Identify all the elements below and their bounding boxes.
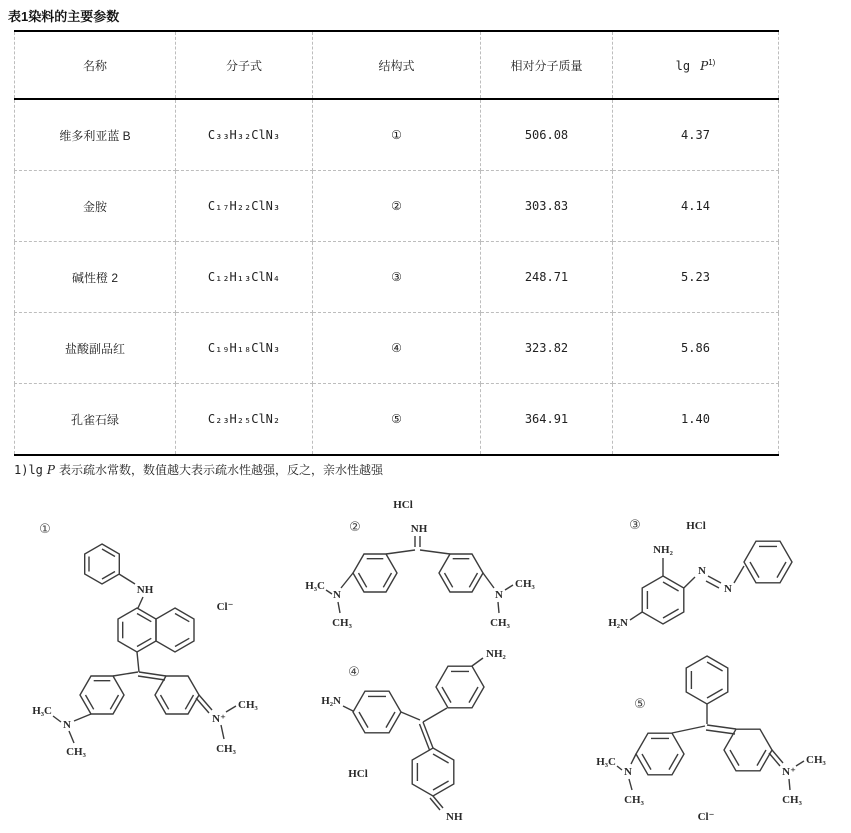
nh-label: NH bbox=[136, 584, 154, 596]
n-label: N bbox=[624, 766, 632, 778]
footnote-prefix: 1)lg bbox=[14, 463, 43, 477]
dye-mw: 364.91 bbox=[481, 384, 613, 456]
quinoid-ring bbox=[724, 729, 772, 771]
dye-mw: 323.82 bbox=[481, 313, 613, 384]
h3c-label: H₃C bbox=[596, 756, 616, 768]
azo-n-label: N bbox=[724, 583, 732, 595]
h3c-label: H₃C bbox=[32, 705, 52, 717]
nh2-label: NH₂ bbox=[486, 648, 506, 660]
h3c-label: H₃C bbox=[305, 580, 325, 592]
nh-label: NH bbox=[446, 811, 463, 823]
naphthalene-ring bbox=[156, 608, 194, 652]
hcl-label: HCl bbox=[348, 768, 368, 780]
dye-name: 维多利亚蓝 B bbox=[15, 99, 176, 171]
n-plus-label: N⁺ bbox=[782, 766, 796, 778]
benzene-ring bbox=[744, 541, 792, 583]
dye-structure-ref: ① bbox=[313, 99, 481, 171]
ch3-label: CH₃ bbox=[515, 578, 535, 590]
lg-symbol: P bbox=[700, 58, 709, 73]
benzene-ring bbox=[636, 733, 684, 775]
col-header-formula: 分子式 bbox=[176, 31, 313, 99]
table-row bbox=[15, 313, 779, 384]
dye-lgp: 5.23 bbox=[613, 242, 779, 313]
footnote-text: 表示疏水常数，数值越大表示疏水性越强，反之，亲水性越强 bbox=[58, 463, 383, 477]
col-header-structure: 结构式 bbox=[313, 31, 481, 99]
dye-structure-ref: ② bbox=[313, 171, 481, 242]
dye-name: 碱性橙 2 bbox=[15, 242, 176, 313]
structure-victoria-blue-b bbox=[25, 512, 275, 774]
benzene-ring bbox=[439, 554, 483, 592]
lg-superscript: 1) bbox=[708, 57, 716, 67]
table-row bbox=[15, 171, 779, 242]
quinoid-ring bbox=[412, 748, 454, 796]
dye-mw: 248.71 bbox=[481, 242, 613, 313]
structure-label: ④ bbox=[348, 665, 360, 680]
col-header-mw: 相对分子质量 bbox=[481, 31, 613, 99]
structure-label: ① bbox=[39, 522, 51, 537]
dye-formula: C₁₂H₁₃ClN₄ bbox=[176, 242, 313, 313]
n-label: N bbox=[63, 719, 71, 731]
ch3-label: CH₃ bbox=[216, 743, 236, 755]
chloride-label: Cl⁻ bbox=[216, 601, 234, 613]
dye-name: 孔雀石绿 bbox=[15, 384, 176, 456]
lg-prefix: lg bbox=[675, 58, 691, 73]
table-row bbox=[15, 384, 779, 456]
benzene-ring bbox=[642, 576, 684, 624]
ch3-label: CH₃ bbox=[66, 746, 86, 758]
naphthalene-ring bbox=[118, 608, 156, 652]
dye-mw: 506.08 bbox=[481, 99, 613, 171]
ch3-label: CH₃ bbox=[332, 617, 352, 629]
nh2-label: NH₂ bbox=[653, 544, 673, 556]
ch3-label: CH₃ bbox=[806, 754, 826, 766]
structure-malachite-green bbox=[580, 630, 851, 833]
structure-pararosaniline bbox=[300, 640, 560, 833]
n-label: N bbox=[333, 589, 341, 601]
dye-formula: C₃₃H₃₂ClN₃ bbox=[176, 99, 313, 171]
h2n-label: H₂N bbox=[608, 617, 628, 629]
n-label: N bbox=[495, 589, 503, 601]
dye-mw: 303.83 bbox=[481, 171, 613, 242]
dye-lgp: 4.37 bbox=[613, 99, 779, 171]
benzene-ring bbox=[85, 544, 120, 584]
dye-lgp: 1.40 bbox=[613, 384, 779, 456]
nh-label: NH bbox=[410, 523, 428, 535]
structure-label: ⑤ bbox=[634, 697, 646, 712]
azo-n-label: N bbox=[698, 565, 706, 577]
dye-structure-ref: ③ bbox=[313, 242, 481, 313]
table-title: 表1染料的主要参数 bbox=[8, 9, 120, 24]
dye-name: 盐酸副品红 bbox=[15, 313, 176, 384]
col-header-lgp bbox=[613, 31, 779, 99]
dye-parameters-table bbox=[14, 30, 779, 456]
dye-lgp: 4.14 bbox=[613, 171, 779, 242]
footnote-symbol: P bbox=[46, 463, 55, 477]
dye-lgp: 5.86 bbox=[613, 313, 779, 384]
dye-structure-ref: ⑤ bbox=[313, 384, 481, 456]
footnote bbox=[14, 461, 383, 478]
ch3-label: CH₃ bbox=[624, 794, 644, 806]
ch3-label: CH₃ bbox=[238, 699, 258, 711]
dye-formula: C₁₉H₁₈ClN₃ bbox=[176, 313, 313, 384]
structure-auramine bbox=[285, 493, 555, 643]
hcl-label: HCl bbox=[393, 499, 413, 511]
benzene-ring bbox=[353, 691, 401, 733]
benzene-ring bbox=[436, 666, 484, 708]
benzene-ring bbox=[353, 554, 397, 592]
table-row bbox=[15, 242, 779, 313]
ch3-label: CH₃ bbox=[490, 617, 510, 629]
h2n-label: H₂N bbox=[321, 695, 341, 707]
structure-label: ③ bbox=[629, 518, 641, 533]
dye-name: 金胺 bbox=[15, 171, 176, 242]
col-header-name: 名称 bbox=[15, 31, 176, 99]
dye-structure-ref: ④ bbox=[313, 313, 481, 384]
dye-formula: C₁₇H₂₂ClN₃ bbox=[176, 171, 313, 242]
table-row bbox=[15, 99, 779, 171]
chloride-label: Cl⁻ bbox=[697, 811, 715, 823]
benzene-ring bbox=[80, 676, 124, 714]
structure-chrysoidine bbox=[590, 498, 850, 638]
hcl-label: HCl bbox=[686, 520, 706, 532]
n-plus-label: N⁺ bbox=[212, 713, 226, 725]
benzene-ring bbox=[686, 656, 728, 704]
quinoid-ring bbox=[155, 676, 199, 714]
structure-label: ② bbox=[349, 520, 361, 535]
ch3-label: CH₃ bbox=[782, 794, 802, 806]
dye-formula: C₂₃H₂₅ClN₂ bbox=[176, 384, 313, 456]
header-row bbox=[15, 31, 779, 99]
